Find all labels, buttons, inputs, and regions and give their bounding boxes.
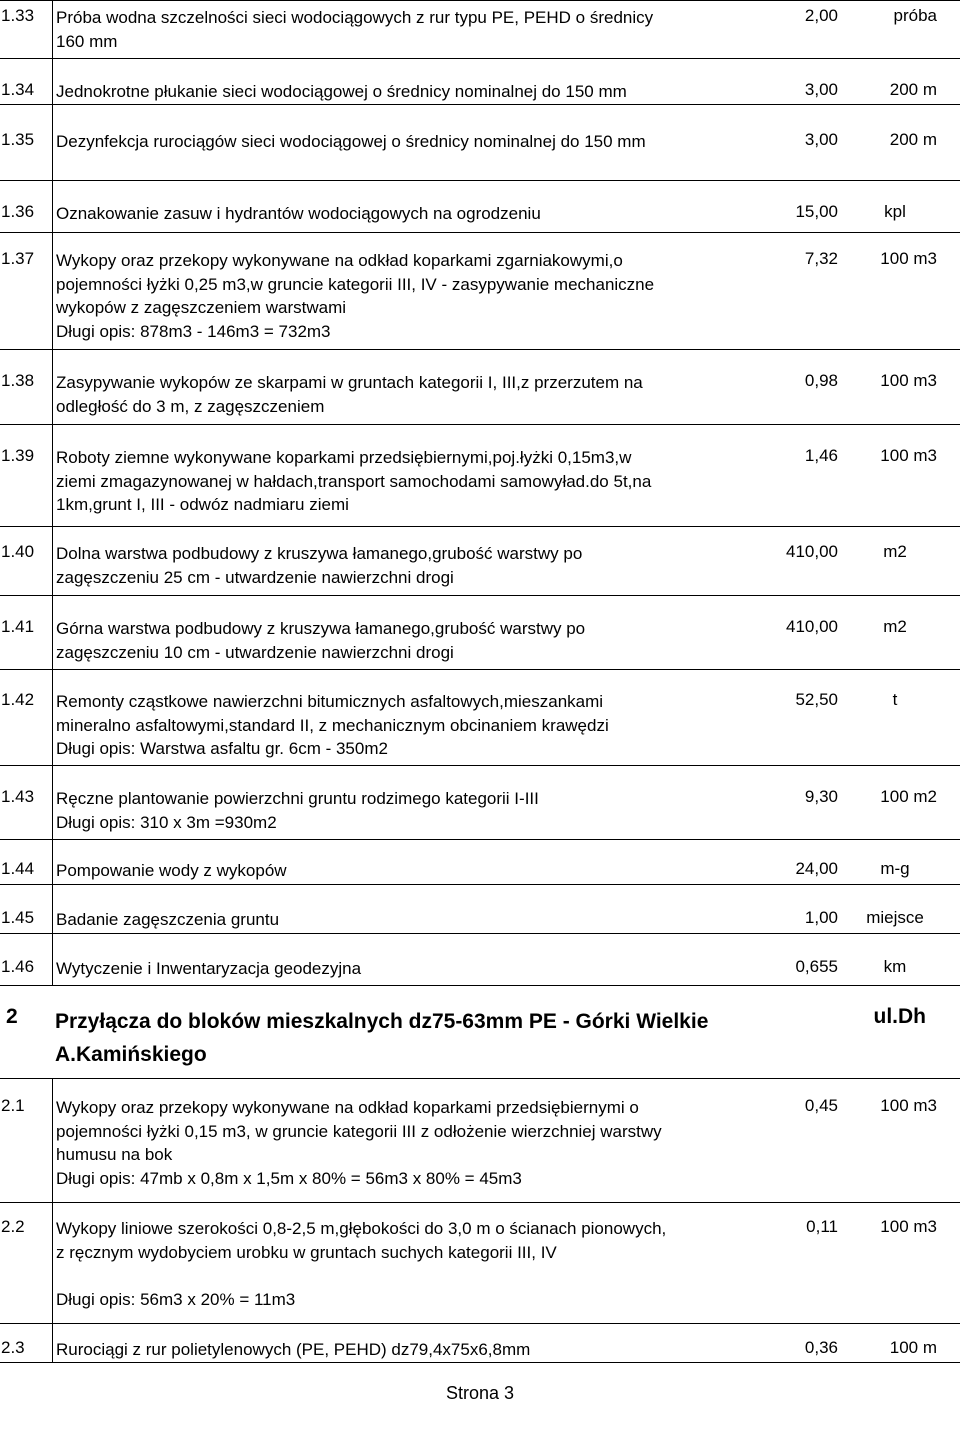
item-description: [56, 957, 766, 981]
item-quantity: 0,655: [795, 957, 838, 976]
item-number: 2.2: [1, 1217, 25, 1236]
row-separator: [0, 104, 960, 105]
item-number: 1.43: [1, 787, 35, 806]
section-title: Przyłącza do bloków mieszkalnych dz75-63mm PE - Górki Wielkie A.Kamińskiego: [55, 1010, 709, 1066]
item-quantity: 0,36: [804, 1338, 838, 1357]
row-separator: [0, 1078, 960, 1079]
column-divider: [52, 424, 53, 526]
description-line: pojemności łyżki 0,25 m3,w gruncie kategorii III, IV - zasypywanie mechaniczne: [56, 274, 655, 294]
column-divider: [52, 765, 53, 839]
item-unit: 100 m3: [880, 371, 937, 390]
column-divider: [52, 839, 53, 884]
item-unit: m2: [883, 617, 907, 636]
row-separator: [0, 180, 960, 181]
column-divider: [52, 526, 53, 595]
item-unit: m-g: [880, 859, 910, 878]
item-unit: 100 m3: [880, 1217, 937, 1236]
description-line: Długi opis: 47mb x 0,8m x 1,5m x 80% = 56m3 x 80% = 45m3: [56, 1168, 522, 1188]
description-line: Dezynfekcja rurociągów sieci wodociągowej o średnicy nominalnej do 150 mm: [56, 132, 646, 151]
item-description: [56, 80, 766, 104]
item-number: 1.37: [1, 249, 35, 268]
description-line: Próba wodna szczelności sieci wodociągowych z rur typu PE, PEHD o średnicy: [56, 8, 654, 27]
description-line: Ręczne plantowanie powierzchni gruntu rodzimego kategorii I-III: [56, 789, 539, 808]
item-unit: 200 m: [889, 80, 937, 99]
item-number: 1.34: [1, 80, 35, 99]
item-unit: 100 m: [889, 1338, 937, 1357]
item-quantity: 52,50: [795, 690, 838, 709]
item-number: 1.38: [1, 371, 35, 390]
item-unit: m2: [883, 542, 907, 561]
item-unit: 200 m: [889, 130, 937, 149]
description-line: Długi opis: 878m3 - 146m3 = 732m3: [56, 321, 331, 341]
column-divider: [52, 58, 53, 104]
description-line: Zasypywanie wykopów ze skarpami w gruntach kategorii I, III,z przerzutem na: [56, 373, 643, 392]
item-description: [56, 6, 766, 53]
item-number: 1.41: [1, 617, 35, 636]
item-description: [56, 908, 766, 932]
description-line: Wykopy oraz przekopy wykonywane na odkład koparkami zgarniakowymi,o: [56, 251, 623, 270]
item-description: [56, 202, 766, 226]
item-number: 2.3: [1, 1338, 25, 1357]
row-separator: [0, 424, 960, 425]
column-divider: [52, 884, 53, 933]
item-number: 1.42: [1, 690, 35, 709]
row-separator: [0, 839, 960, 840]
item-description: [56, 371, 766, 418]
item-quantity: 410,00: [786, 542, 838, 561]
item-unit: próba: [893, 6, 937, 25]
column-divider: [52, 349, 53, 424]
row-separator: [0, 58, 960, 59]
item-description: [56, 1217, 766, 1311]
page-footer: Strona 3: [445, 1383, 515, 1403]
description-line: Wytyczenie i Inwentaryzacja geodezyjna: [56, 959, 362, 978]
item-number: 1.36: [1, 202, 35, 221]
item-unit: 100 m3: [880, 446, 937, 465]
item-description: [56, 446, 766, 517]
item-description: [56, 1338, 766, 1362]
description-line: Wykopy oraz przekopy wykonywane na odkład koparkami przedsiębiernymi o: [56, 1098, 639, 1117]
item-unit: 100 m3: [880, 1096, 937, 1115]
description-line: Długi opis: Warstwa asfaltu gr. 6cm - 350m2: [56, 739, 388, 758]
description-line: z ręcznym wydobyciem urobku w gruntach suchych kategorii III, IV: [56, 1242, 557, 1262]
description-line: Górna warstwa podbudowy z kruszywa łamanego,grubość warstwy po: [56, 619, 586, 638]
item-quantity: 2,00: [804, 6, 838, 25]
row-separator: [0, 765, 960, 766]
item-quantity: 3,00: [804, 130, 838, 149]
description-line: wykopów z zagęszczeniem warstwami: [56, 298, 347, 317]
item-description: [56, 1096, 766, 1190]
description-line: 160 mm: [56, 31, 118, 51]
item-number: 1.39: [1, 446, 35, 465]
item-unit: 100 m3: [880, 249, 937, 268]
row-separator: [0, 669, 960, 670]
item-quantity: 3,00: [804, 80, 838, 99]
description-line: ziemi zmagazynowanej w hałdach,transport samochodami samowyład.do 5t,na: [56, 471, 652, 491]
description-line: [56, 1264, 766, 1288]
item-unit: km: [883, 957, 907, 976]
item-description: [56, 130, 766, 154]
description-line: odległość do 3 m, z zagęszczeniem: [56, 396, 325, 416]
row-separator: [0, 232, 960, 233]
description-line: zagęszczeniu 25 cm - utwardzenie nawierzchni drogi: [56, 567, 454, 587]
column-divider: [52, 104, 53, 180]
item-unit: kpl: [884, 202, 906, 221]
item-description: [56, 690, 766, 761]
item-number: 1.35: [1, 130, 35, 149]
item-number: 1.46: [1, 957, 35, 976]
row-separator: [0, 1362, 960, 1363]
row-separator: [0, 985, 960, 986]
item-unit: t: [892, 690, 898, 709]
description-line: Remonty cząstkowe nawierzchni bitumicznych asfaltowych,mieszankami: [56, 692, 604, 711]
description-line: Oznakowanie zasuw i hydrantów wodociągowych na ogrodzeniu: [56, 204, 541, 223]
description-line: Roboty ziemne wykonywane koparkami przedsiębiernymi,poj.łyżki 0,15m3,w: [56, 448, 632, 467]
row-separator: [0, 526, 960, 527]
item-quantity: 15,00: [795, 202, 838, 221]
item-number: 1.44: [1, 859, 35, 878]
row-separator: [0, 0, 960, 1]
item-quantity: 410,00: [786, 617, 838, 636]
item-quantity: 0,45: [804, 1096, 838, 1115]
item-number: 1.40: [1, 542, 35, 561]
item-unit: 100 m2: [880, 787, 937, 806]
column-divider: [52, 933, 53, 985]
description-line: Rurociągi z rur polietylenowych (PE, PEHD) dz79,4x75x6,8mm: [56, 1340, 531, 1359]
item-quantity: 24,00: [795, 859, 838, 878]
item-description: [56, 787, 766, 834]
description-line: Długi opis: 56m3 x 20% = 11m3: [56, 1289, 296, 1309]
description-line: zagęszczeniu 10 cm - utwardzenie nawierzchni drogi: [56, 642, 454, 662]
row-separator: [0, 933, 960, 934]
description-line: Jednokrotne płukanie sieci wodociągowej o średnicy nominalnej do 150 mm: [56, 82, 627, 101]
description-line: 1km,grunt I, III - odwóz nadmiaru ziemi: [56, 495, 349, 514]
description-line: Badanie zagęszczenia gruntu: [56, 910, 280, 929]
section-street: ul.Dh: [873, 1005, 926, 1028]
description-line: humusu na bok: [56, 1145, 173, 1164]
row-separator: [0, 349, 960, 350]
item-quantity: 0,11: [806, 1217, 838, 1236]
item-description: [56, 249, 766, 343]
description-line: Pompowanie wody z wykopów: [56, 861, 287, 880]
item-quantity: 1,00: [804, 908, 838, 927]
column-divider: [52, 0, 53, 58]
description-line: pojemności łyżki 0,15 m3, w gruncie kategorii III z odłożenie wierzchniej warstwy: [56, 1121, 662, 1141]
row-separator: [0, 1202, 960, 1203]
item-quantity: 0,98: [804, 371, 838, 390]
item-number: 1.33: [1, 6, 35, 25]
item-description: [56, 859, 766, 883]
description-line: Wykopy liniowe szerokości 0,8-2,5 m,głębokości do 3,0 m o ścianach pionowych,: [56, 1219, 667, 1238]
description-line: mineralno asfaltowymi,standard II, z mechanicznym obcinaniem krawędzi: [56, 715, 609, 735]
item-number: 2.1: [1, 1096, 25, 1115]
row-separator: [0, 884, 960, 885]
column-divider: [52, 1202, 53, 1323]
description-line: Dolna warstwa podbudowy z kruszywa łamanego,grubość warstwy po: [56, 544, 583, 563]
description-line: Długi opis: 310 x 3m =930m2: [56, 812, 277, 832]
row-separator: [0, 1323, 960, 1324]
item-quantity: 9,30: [804, 787, 838, 806]
column-divider: [52, 1078, 53, 1202]
column-divider: [52, 180, 53, 232]
column-divider: [52, 232, 53, 349]
column-divider: [52, 1323, 53, 1362]
column-divider: [52, 669, 53, 765]
item-quantity: 1,46: [804, 446, 838, 465]
item-description: [56, 542, 766, 589]
column-divider: [52, 595, 53, 669]
item-quantity: 7,32: [804, 249, 838, 268]
item-number: 1.45: [1, 908, 35, 927]
section-number: 2: [6, 1005, 18, 1028]
item-description: [56, 617, 766, 664]
item-unit: miejsce: [866, 908, 924, 927]
row-separator: [0, 595, 960, 596]
